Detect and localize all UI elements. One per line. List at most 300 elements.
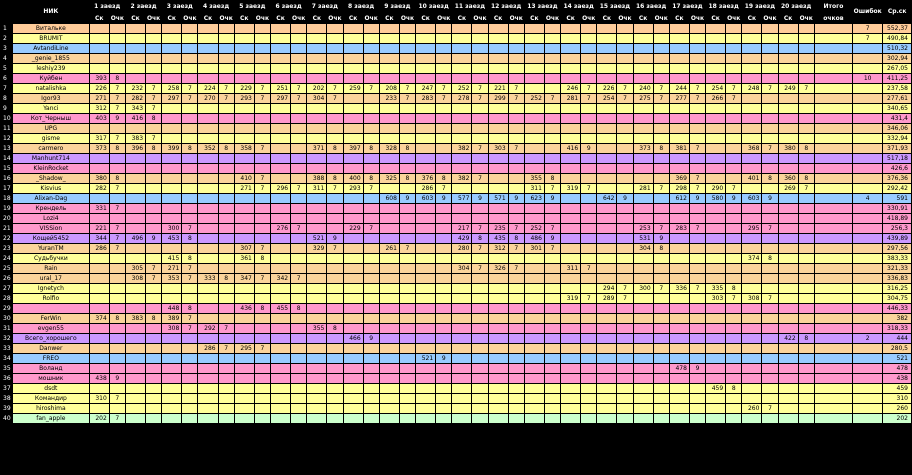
speed-cell[interactable]: 319	[561, 294, 581, 304]
points-cell[interactable]	[363, 394, 379, 404]
speed-cell[interactable]	[270, 64, 290, 74]
points-cell[interactable]: 9	[689, 194, 705, 204]
speed-cell[interactable]	[597, 54, 617, 64]
points-cell[interactable]	[544, 114, 560, 124]
speed-cell[interactable]	[379, 374, 399, 384]
points-cell[interactable]	[617, 244, 633, 254]
speed-cell[interactable]	[633, 34, 653, 44]
speed-cell[interactable]: 478	[669, 364, 689, 374]
points-cell[interactable]	[218, 54, 234, 64]
points-cell[interactable]	[218, 304, 234, 314]
points-cell[interactable]	[689, 164, 705, 174]
points-cell[interactable]	[182, 394, 198, 404]
speed-cell[interactable]	[416, 164, 436, 174]
points-cell[interactable]	[327, 304, 343, 314]
points-cell[interactable]	[291, 364, 307, 374]
total-cell[interactable]	[814, 294, 852, 304]
points-cell[interactable]	[472, 74, 488, 84]
points-cell[interactable]	[726, 354, 742, 364]
speed-cell[interactable]: 393	[89, 74, 109, 84]
speed-cell[interactable]	[597, 254, 617, 264]
points-cell[interactable]: 9	[436, 354, 452, 364]
speed-cell[interactable]	[270, 164, 290, 174]
points-cell[interactable]	[146, 364, 162, 374]
speed-cell[interactable]	[343, 64, 363, 74]
speed-cell[interactable]	[706, 204, 726, 214]
speed-cell[interactable]	[125, 174, 145, 184]
speed-cell[interactable]	[488, 114, 508, 124]
speed-cell[interactable]	[669, 34, 689, 44]
speed-cell[interactable]: 202	[89, 414, 109, 424]
speed-cell[interactable]	[162, 44, 182, 54]
errors-cell[interactable]	[853, 54, 883, 64]
speed-cell[interactable]: 374	[89, 314, 109, 324]
speed-cell[interactable]	[597, 384, 617, 394]
points-cell[interactable]	[726, 404, 742, 414]
points-cell[interactable]	[472, 204, 488, 214]
errors-cell[interactable]	[853, 344, 883, 354]
speed-cell[interactable]	[452, 44, 472, 54]
points-cell[interactable]	[182, 194, 198, 204]
speed-cell[interactable]	[198, 354, 218, 364]
total-cell[interactable]	[814, 394, 852, 404]
speed-cell[interactable]	[379, 264, 399, 274]
points-cell[interactable]	[182, 154, 198, 164]
points-cell[interactable]	[762, 64, 778, 74]
points-cell[interactable]	[617, 314, 633, 324]
points-cell[interactable]	[218, 24, 234, 34]
points-cell[interactable]	[436, 224, 452, 234]
points-cell[interactable]	[617, 414, 633, 424]
speed-cell[interactable]	[379, 224, 399, 234]
points-cell[interactable]: 7	[726, 294, 742, 304]
speed-cell[interactable]	[452, 344, 472, 354]
speed-cell[interactable]	[742, 344, 762, 354]
points-cell[interactable]	[399, 384, 415, 394]
points-cell[interactable]	[617, 154, 633, 164]
speed-cell[interactable]	[379, 204, 399, 214]
speed-cell[interactable]	[488, 324, 508, 334]
avg-speed-cell[interactable]: 260	[883, 404, 912, 414]
points-cell[interactable]: 7	[472, 94, 488, 104]
points-cell[interactable]	[254, 64, 270, 74]
speed-cell[interactable]: 251	[270, 84, 290, 94]
points-cell[interactable]	[689, 274, 705, 284]
avg-speed-cell[interactable]: 280,5	[883, 344, 912, 354]
speed-cell[interactable]	[89, 164, 109, 174]
speed-cell[interactable]	[524, 54, 544, 64]
points-cell[interactable]	[617, 184, 633, 194]
speed-cell[interactable]	[706, 394, 726, 404]
speed-cell[interactable]	[524, 214, 544, 224]
points-cell[interactable]	[182, 284, 198, 294]
points-cell[interactable]	[689, 234, 705, 244]
points-cell[interactable]	[363, 414, 379, 424]
speed-cell[interactable]	[561, 194, 581, 204]
points-cell[interactable]	[363, 364, 379, 374]
points-cell[interactable]	[291, 214, 307, 224]
points-cell[interactable]	[726, 254, 742, 264]
speed-cell[interactable]	[234, 44, 254, 54]
points-cell[interactable]	[762, 354, 778, 364]
points-cell[interactable]	[762, 134, 778, 144]
speed-cell[interactable]	[125, 284, 145, 294]
points-cell[interactable]	[363, 404, 379, 414]
speed-cell[interactable]	[198, 374, 218, 384]
speed-cell[interactable]	[162, 374, 182, 384]
speed-cell[interactable]: 369	[669, 174, 689, 184]
points-cell[interactable]	[436, 204, 452, 214]
points-cell[interactable]	[436, 74, 452, 84]
points-cell[interactable]	[291, 174, 307, 184]
speed-cell[interactable]	[270, 34, 290, 44]
total-cell[interactable]	[814, 114, 852, 124]
speed-cell[interactable]	[742, 354, 762, 364]
points-cell[interactable]	[363, 384, 379, 394]
points-cell[interactable]	[581, 284, 597, 294]
points-cell[interactable]	[363, 94, 379, 104]
speed-cell[interactable]	[198, 114, 218, 124]
avg-speed-cell[interactable]: 256,3	[883, 224, 912, 234]
speed-cell[interactable]	[379, 314, 399, 324]
speed-cell[interactable]	[452, 294, 472, 304]
speed-cell[interactable]	[125, 54, 145, 64]
speed-cell[interactable]	[307, 44, 327, 54]
speed-cell[interactable]	[597, 204, 617, 214]
points-cell[interactable]: 7	[109, 84, 125, 94]
total-cell[interactable]	[814, 364, 852, 374]
nick-cell[interactable]: Igor93	[13, 94, 90, 104]
points-cell[interactable]: 7	[218, 344, 234, 354]
speed-cell[interactable]: 311	[307, 184, 327, 194]
points-cell[interactable]	[508, 254, 524, 264]
points-cell[interactable]	[109, 54, 125, 64]
points-cell[interactable]	[689, 414, 705, 424]
points-cell[interactable]	[508, 164, 524, 174]
points-cell[interactable]	[291, 64, 307, 74]
errors-cell[interactable]	[853, 94, 883, 104]
speed-cell[interactable]: 580	[706, 194, 726, 204]
speed-cell[interactable]: 246	[561, 84, 581, 94]
speed-cell[interactable]	[270, 354, 290, 364]
points-cell[interactable]: 7	[254, 184, 270, 194]
points-cell[interactable]	[218, 124, 234, 134]
points-cell[interactable]: 7	[544, 94, 560, 104]
speed-cell[interactable]: 381	[669, 144, 689, 154]
speed-cell[interactable]: 388	[307, 174, 327, 184]
speed-cell[interactable]	[270, 284, 290, 294]
speed-cell[interactable]	[742, 374, 762, 384]
points-cell[interactable]	[508, 64, 524, 74]
speed-cell[interactable]	[488, 354, 508, 364]
speed-cell[interactable]	[561, 74, 581, 84]
speed-cell[interactable]	[307, 134, 327, 144]
speed-cell[interactable]	[379, 74, 399, 84]
speed-cell[interactable]	[198, 54, 218, 64]
points-cell[interactable]: 7	[689, 174, 705, 184]
speed-cell[interactable]	[379, 54, 399, 64]
speed-cell[interactable]: 415	[162, 254, 182, 264]
speed-cell[interactable]	[633, 404, 653, 414]
points-cell[interactable]	[436, 44, 452, 54]
points-cell[interactable]	[508, 414, 524, 424]
speed-cell[interactable]	[89, 364, 109, 374]
points-cell[interactable]	[399, 314, 415, 324]
speed-cell[interactable]	[669, 354, 689, 364]
avg-speed-cell[interactable]: 444	[883, 334, 912, 344]
speed-cell[interactable]	[561, 104, 581, 114]
speed-cell[interactable]	[270, 314, 290, 324]
speed-cell[interactable]	[307, 274, 327, 284]
points-cell[interactable]	[254, 134, 270, 144]
points-cell[interactable]	[581, 244, 597, 254]
speed-cell[interactable]	[524, 384, 544, 394]
points-cell[interactable]	[544, 404, 560, 414]
speed-cell[interactable]	[706, 254, 726, 264]
points-cell[interactable]	[109, 404, 125, 414]
speed-cell[interactable]	[343, 154, 363, 164]
speed-cell[interactable]	[597, 354, 617, 364]
speed-cell[interactable]	[778, 44, 798, 54]
speed-cell[interactable]	[162, 354, 182, 364]
speed-cell[interactable]	[778, 394, 798, 404]
points-cell[interactable]: 8	[436, 174, 452, 184]
points-cell[interactable]	[291, 134, 307, 144]
speed-cell[interactable]	[343, 74, 363, 84]
points-cell[interactable]	[327, 414, 343, 424]
speed-cell[interactable]	[270, 134, 290, 144]
speed-cell[interactable]	[162, 284, 182, 294]
points-cell[interactable]: 7	[653, 94, 669, 104]
avg-speed-cell[interactable]: 202	[883, 414, 912, 424]
speed-cell[interactable]	[706, 44, 726, 54]
speed-cell[interactable]: 399	[162, 144, 182, 154]
points-cell[interactable]	[798, 414, 814, 424]
speed-cell[interactable]	[633, 134, 653, 144]
speed-cell[interactable]	[162, 124, 182, 134]
nick-cell[interactable]: UPG	[13, 124, 90, 134]
speed-cell[interactable]: 252	[524, 94, 544, 104]
speed-cell[interactable]: 271	[89, 94, 109, 104]
errors-cell[interactable]	[853, 144, 883, 154]
total-cell[interactable]	[814, 384, 852, 394]
total-cell[interactable]	[814, 104, 852, 114]
speed-cell[interactable]: 383	[125, 134, 145, 144]
points-cell[interactable]	[653, 34, 669, 44]
speed-cell[interactable]: 422	[778, 334, 798, 344]
speed-cell[interactable]	[89, 124, 109, 134]
speed-cell[interactable]	[633, 324, 653, 334]
points-cell[interactable]: 7	[218, 324, 234, 334]
avg-speed-cell[interactable]: 591	[883, 194, 912, 204]
speed-cell[interactable]	[742, 314, 762, 324]
points-cell[interactable]	[762, 164, 778, 174]
points-cell[interactable]	[327, 384, 343, 394]
errors-cell[interactable]	[853, 204, 883, 214]
speed-cell[interactable]	[379, 234, 399, 244]
speed-cell[interactable]	[379, 34, 399, 44]
speed-cell[interactable]: 396	[125, 144, 145, 154]
points-cell[interactable]: 8	[762, 254, 778, 264]
avg-speed-cell[interactable]: 292,42	[883, 184, 912, 194]
points-cell[interactable]: 7	[653, 84, 669, 94]
speed-cell[interactable]	[89, 214, 109, 224]
speed-cell[interactable]	[270, 334, 290, 344]
speed-cell[interactable]	[125, 254, 145, 264]
points-cell[interactable]	[508, 344, 524, 354]
speed-cell[interactable]	[742, 244, 762, 254]
points-cell[interactable]	[291, 204, 307, 214]
speed-cell[interactable]	[561, 234, 581, 244]
points-cell[interactable]	[399, 274, 415, 284]
speed-cell[interactable]	[669, 54, 689, 64]
points-cell[interactable]	[472, 124, 488, 134]
points-cell[interactable]	[581, 134, 597, 144]
speed-cell[interactable]	[379, 134, 399, 144]
points-cell[interactable]: 7	[218, 94, 234, 104]
speed-cell[interactable]	[379, 184, 399, 194]
points-cell[interactable]	[254, 314, 270, 324]
speed-cell[interactable]	[162, 34, 182, 44]
speed-cell[interactable]	[162, 334, 182, 344]
speed-cell[interactable]	[669, 314, 689, 324]
speed-cell[interactable]	[270, 364, 290, 374]
points-cell[interactable]	[689, 294, 705, 304]
speed-cell[interactable]: 335	[706, 284, 726, 294]
speed-cell[interactable]	[270, 324, 290, 334]
avg-speed-cell[interactable]: 277,61	[883, 94, 912, 104]
points-cell[interactable]	[581, 314, 597, 324]
speed-cell[interactable]	[416, 394, 436, 404]
speed-cell[interactable]	[633, 354, 653, 364]
speed-cell[interactable]	[742, 384, 762, 394]
points-cell[interactable]: 8	[109, 174, 125, 184]
speed-cell[interactable]	[234, 324, 254, 334]
speed-cell[interactable]	[270, 204, 290, 214]
points-cell[interactable]	[617, 384, 633, 394]
points-cell[interactable]	[109, 154, 125, 164]
speed-cell[interactable]	[307, 34, 327, 44]
errors-cell[interactable]	[853, 114, 883, 124]
points-cell[interactable]	[762, 234, 778, 244]
speed-cell[interactable]	[162, 114, 182, 124]
points-cell[interactable]	[182, 204, 198, 214]
points-cell[interactable]	[218, 184, 234, 194]
speed-cell[interactable]	[488, 164, 508, 174]
points-cell[interactable]	[653, 384, 669, 394]
points-cell[interactable]	[291, 44, 307, 54]
speed-cell[interactable]	[89, 384, 109, 394]
avg-speed-cell[interactable]: 382	[883, 314, 912, 324]
points-cell[interactable]: 7	[109, 204, 125, 214]
speed-cell[interactable]: 292	[198, 324, 218, 334]
points-cell[interactable]	[436, 414, 452, 424]
points-cell[interactable]	[363, 354, 379, 364]
speed-cell[interactable]: 336	[669, 284, 689, 294]
points-cell[interactable]	[363, 254, 379, 264]
speed-cell[interactable]	[488, 24, 508, 34]
speed-cell[interactable]	[416, 314, 436, 324]
speed-cell[interactable]	[379, 44, 399, 54]
speed-cell[interactable]	[343, 264, 363, 274]
speed-cell[interactable]	[270, 194, 290, 204]
avg-speed-cell[interactable]: 376,36	[883, 174, 912, 184]
speed-cell[interactable]	[561, 404, 581, 414]
speed-cell[interactable]	[706, 134, 726, 144]
speed-cell[interactable]	[162, 154, 182, 164]
points-cell[interactable]: 8	[399, 144, 415, 154]
points-cell[interactable]	[109, 214, 125, 224]
speed-cell[interactable]	[488, 134, 508, 144]
points-cell[interactable]	[146, 24, 162, 34]
speed-cell[interactable]: 360	[778, 174, 798, 184]
points-cell[interactable]: 7	[617, 284, 633, 294]
points-cell[interactable]	[726, 244, 742, 254]
speed-cell[interactable]	[198, 224, 218, 234]
points-cell[interactable]	[399, 294, 415, 304]
speed-cell[interactable]	[89, 334, 109, 344]
speed-cell[interactable]	[125, 154, 145, 164]
avg-speed-cell[interactable]: 439,89	[883, 234, 912, 244]
speed-cell[interactable]	[669, 404, 689, 414]
speed-cell[interactable]	[379, 274, 399, 284]
points-cell[interactable]: 7	[436, 94, 452, 104]
points-cell[interactable]	[508, 314, 524, 324]
speed-cell[interactable]	[488, 394, 508, 404]
speed-cell[interactable]	[778, 314, 798, 324]
points-cell[interactable]	[436, 34, 452, 44]
points-cell[interactable]: 7	[109, 414, 125, 424]
points-cell[interactable]	[472, 384, 488, 394]
nick-cell[interactable]: fan_apple	[13, 414, 90, 424]
points-cell[interactable]	[218, 414, 234, 424]
speed-cell[interactable]	[633, 214, 653, 224]
points-cell[interactable]	[581, 374, 597, 384]
speed-cell[interactable]	[125, 394, 145, 404]
points-cell[interactable]	[109, 354, 125, 364]
points-cell[interactable]	[798, 204, 814, 214]
avg-speed-cell[interactable]: 418,89	[883, 214, 912, 224]
points-cell[interactable]	[109, 324, 125, 334]
points-cell[interactable]	[762, 274, 778, 284]
points-cell[interactable]	[798, 254, 814, 264]
speed-cell[interactable]	[343, 124, 363, 134]
points-cell[interactable]	[762, 264, 778, 274]
errors-cell[interactable]	[853, 184, 883, 194]
points-cell[interactable]	[327, 44, 343, 54]
speed-cell[interactable]	[706, 304, 726, 314]
points-cell[interactable]: 7	[762, 404, 778, 414]
speed-cell[interactable]	[524, 64, 544, 74]
points-cell[interactable]: 7	[617, 94, 633, 104]
speed-cell[interactable]	[198, 44, 218, 54]
speed-cell[interactable]	[343, 284, 363, 294]
avg-speed-cell[interactable]: 267,05	[883, 64, 912, 74]
points-cell[interactable]: 7	[109, 94, 125, 104]
speed-cell[interactable]	[343, 414, 363, 424]
speed-cell[interactable]	[778, 64, 798, 74]
points-cell[interactable]	[508, 204, 524, 214]
points-cell[interactable]: 7	[254, 244, 270, 254]
speed-cell[interactable]	[778, 74, 798, 84]
points-cell[interactable]: 7	[109, 234, 125, 244]
speed-cell[interactable]: 358	[234, 144, 254, 154]
points-cell[interactable]: 7	[472, 144, 488, 154]
speed-cell[interactable]	[561, 354, 581, 364]
points-cell[interactable]: 9	[327, 234, 343, 244]
points-cell[interactable]	[689, 404, 705, 414]
speed-cell[interactable]	[524, 204, 544, 214]
